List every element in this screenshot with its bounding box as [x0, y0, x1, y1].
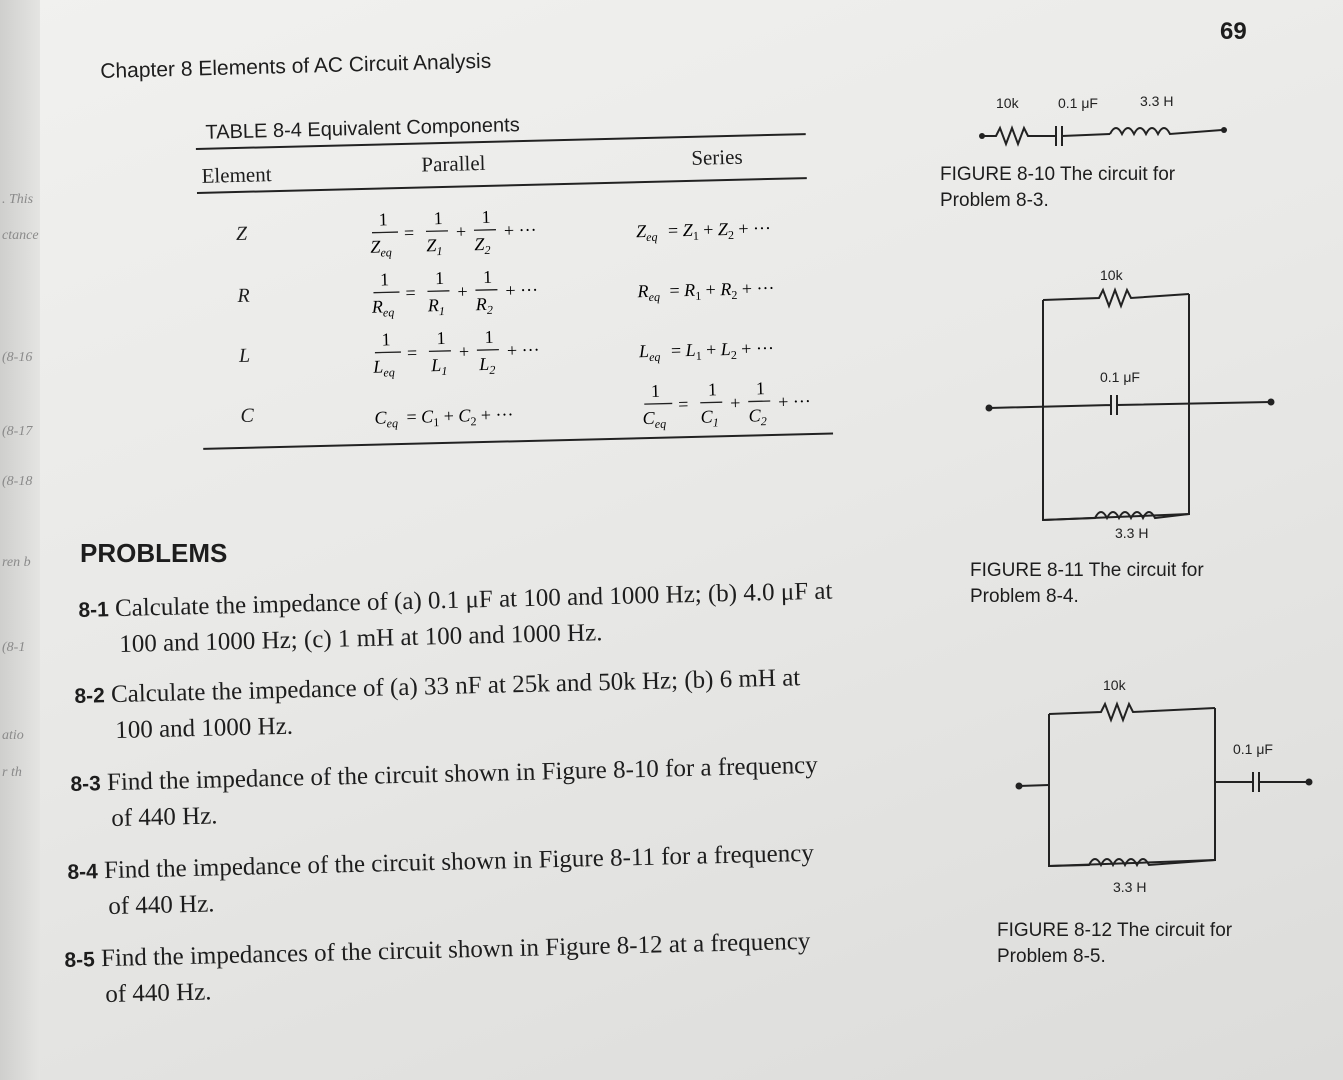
problem-text: Find the impedance of the circuit shown in Figure 8-10 for a frequency — [106, 751, 819, 797]
svg-text:L2: $L_2$ — [479, 353, 496, 377]
figure-8-12-caption — [997, 918, 1297, 970]
capacitor-symbol — [989, 395, 1271, 415]
caption-line: FIGURE 8-10 The circuit for — [940, 164, 1176, 185]
svg-text:C2: $C_2$ — [748, 405, 767, 429]
header-parallel: Parallel — [421, 150, 486, 177]
svg-text:1: 1 — [484, 326, 494, 347]
figure-8-12-circuit — [1005, 672, 1340, 902]
problem-item — [70, 744, 951, 836]
table-row-parallel — [371, 262, 592, 329]
header-rule — [197, 177, 807, 194]
svg-text:Ceq: $C_{eq}$ — [642, 407, 667, 431]
header-element: Element — [201, 162, 272, 188]
svg-text:R2: $R_2$ — [475, 293, 494, 317]
equivalent-components-table — [195, 97, 834, 472]
formula-graphic — [636, 212, 837, 247]
svg-text:Zeq: $Z_{eq}$ — [635, 221, 658, 245]
inductor-symbol — [1110, 128, 1222, 134]
input-lead — [1019, 785, 1049, 786]
problem-item — [78, 570, 959, 662]
figure-8-11-caption — [970, 558, 1270, 610]
svg-text:Z2: $Z_2$ — [474, 233, 491, 257]
caption-line: Problem 8-3. — [940, 190, 1049, 211]
problem-number: 8-4 — [67, 860, 99, 884]
capacitor-label: 0.1 μF — [1058, 95, 1098, 111]
svg-text:Req: $R_{eq}$ — [371, 296, 395, 320]
problem-text-cont: of 440 Hz. — [104, 978, 212, 1009]
formula-graphic — [369, 202, 590, 263]
table-row-element: C — [240, 404, 255, 427]
svg-text:1: 1 — [481, 206, 491, 228]
problem-text-cont: 100 and 1000 Hz. — [114, 712, 294, 745]
figure-8-10-caption — [940, 162, 1240, 214]
table-row-parallel — [374, 398, 595, 439]
problem-text-cont: of 440 Hz. — [107, 890, 215, 921]
problem-text: Find the impedances of the circuit shown in Figure 8-12 at a frequency — [100, 927, 811, 973]
table-row-series — [642, 374, 843, 441]
svg-text:=: = — [678, 394, 689, 415]
formula-graphic — [374, 398, 595, 433]
svg-text:+: + — [457, 281, 468, 302]
caption-line: Problem 8-5. — [997, 946, 1106, 967]
terminal-dot — [1306, 779, 1313, 786]
inductor-label: 3.3 H — [1140, 93, 1174, 109]
svg-text:1: 1 — [378, 209, 388, 230]
table-row-parallel — [372, 322, 593, 389]
formula-graphic — [372, 322, 593, 383]
adjacent-page-edge — [0, 0, 40, 1080]
problem-item — [67, 832, 948, 924]
svg-text:+ ···: + ··· — [506, 339, 540, 361]
terminal-dot — [986, 405, 993, 412]
svg-text:1: 1 — [433, 207, 443, 229]
table-row-series — [637, 272, 838, 313]
svg-text:+ ···: + ··· — [778, 391, 812, 412]
capacitor-label: 0.1 μF — [1233, 741, 1273, 757]
svg-text:1: 1 — [755, 378, 766, 399]
svg-text:Z1: $Z_1$ — [426, 235, 443, 259]
table-row-element: R — [237, 284, 250, 308]
resistor-label: 10k — [1100, 267, 1123, 283]
resistor-symbol — [1049, 704, 1215, 720]
svg-text:1: 1 — [381, 329, 391, 350]
formula-graphic — [642, 374, 843, 435]
svg-text:C1: $C_1$ — [700, 406, 719, 430]
header-series: Series — [690, 144, 743, 170]
chapter-header: Chapter 8 Elements of AC Circuit Analysis — [100, 49, 492, 83]
svg-text:Ceq: $C_{eq}$ — [374, 407, 399, 431]
problem-number: 8-1 — [78, 598, 110, 622]
frame-sides — [1049, 708, 1215, 866]
capacitor-label: 0.1 μF — [1100, 369, 1140, 385]
problem-number: 8-2 — [74, 684, 106, 708]
svg-text:1: 1 — [434, 267, 445, 289]
problem-number: 8-3 — [70, 772, 102, 796]
page-number: 69 — [1220, 18, 1247, 45]
left-fragment: (8-16 — [2, 350, 33, 365]
svg-text:Leq: $L_{eq}$ — [638, 340, 661, 364]
svg-text:=: = — [403, 222, 415, 243]
svg-text:+: + — [458, 341, 470, 362]
svg-text:1: 1 — [436, 327, 446, 349]
left-fragment: (8-17 — [2, 424, 33, 439]
svg-text:Req: $R_{eq}$ — [637, 280, 661, 304]
formula-graphic — [371, 262, 592, 323]
svg-text:=: = — [405, 282, 416, 303]
svg-text:= R1 + R2 + ···: = $R_1 + R_2$ + ··· — [669, 277, 775, 303]
svg-text:+: + — [455, 221, 467, 242]
svg-text:1: 1 — [379, 269, 390, 290]
svg-text:= Z1 + Z2 + ···: = $Z_1 + Z_2$ + ··· — [667, 217, 772, 243]
problem-item — [74, 656, 955, 748]
inductor-label: 3.3 H — [1115, 525, 1149, 541]
problem-number: 8-5 — [64, 948, 96, 972]
problem-text-cont: of 440 Hz. — [110, 802, 218, 833]
left-fragment: . This — [2, 192, 34, 207]
table-row-series — [636, 212, 837, 253]
left-fragment: (8-18 — [2, 474, 33, 489]
table-row-parallel — [369, 202, 590, 269]
svg-text:=: = — [406, 342, 418, 363]
table-row-element: Z — [235, 222, 248, 246]
terminal-dot — [1268, 399, 1275, 406]
svg-text:1: 1 — [650, 380, 661, 401]
svg-text:Zeq: $Z_{eq}$ — [370, 236, 392, 260]
formula-graphic — [639, 332, 840, 367]
left-fragment: (8-1 — [2, 640, 26, 655]
resistor-symbol — [1043, 290, 1189, 306]
problem-item — [64, 920, 945, 1012]
resistor-symbol — [982, 128, 1050, 144]
svg-text:L1: $L_1$ — [431, 355, 448, 379]
problem-text-cont: 100 and 1000 Hz; (c) 1 mH at 100 and 1000 Hz. — [118, 619, 603, 659]
caption-line: FIGURE 8-12 The circuit for — [997, 920, 1233, 941]
table-row-series — [639, 332, 840, 373]
table-row-element: L — [238, 344, 251, 367]
caption-line: FIGURE 8-11 The circuit for — [970, 560, 1204, 581]
figure-8-11-circuit — [975, 262, 1285, 547]
svg-text:+ ···: + ··· — [503, 219, 537, 241]
svg-text:+ ···: + ··· — [505, 279, 539, 301]
problem-text: Calculate the impedance of (a) 33 nF at 25k and 50k Hz; (b) 6 mH at — [110, 664, 801, 709]
left-fragment: r th — [2, 765, 22, 780]
svg-text:R1: $R_1$ — [427, 295, 446, 319]
left-fragment: atio — [2, 728, 24, 743]
problem-text: Find the impedance of the circuit shown in Figure 8-11 for a frequency — [103, 839, 815, 885]
svg-text:Leq: $L_{eq}$ — [373, 356, 395, 380]
problems-heading: PROBLEMS — [80, 538, 228, 568]
figure-8-10-circuit — [960, 86, 1240, 156]
inductor-label: 3.3 H — [1113, 879, 1147, 895]
terminal-dot — [1221, 127, 1227, 133]
capacitor-symbol — [1050, 126, 1110, 146]
svg-text:= C1 + C2 + ···: = $C_1 + C_2$ + ··· — [406, 404, 514, 430]
problem-text: Calculate the impedance of (a) 0.1 μF at 100 and 1000 Hz; (b) 4.0 μF at — [114, 577, 833, 623]
left-fragment: ren b — [2, 555, 31, 570]
svg-text:1: 1 — [707, 379, 718, 400]
left-fragment: ctance — [2, 228, 39, 243]
table-title: TABLE 8-4 Equivalent Components — [205, 114, 520, 144]
formula-graphic — [637, 272, 838, 307]
svg-text:+: + — [730, 392, 741, 414]
svg-text:= L1 + L2 + ···: = $L_1 + L_2$ + ··· — [670, 337, 775, 363]
svg-text:1: 1 — [482, 266, 493, 288]
capacitor-symbol — [1215, 772, 1307, 792]
resistor-label: 10k — [1103, 677, 1126, 693]
caption-line: Problem 8-4. — [970, 586, 1079, 607]
terminal-dot — [1016, 783, 1023, 790]
resistor-label: 10k — [996, 95, 1019, 111]
